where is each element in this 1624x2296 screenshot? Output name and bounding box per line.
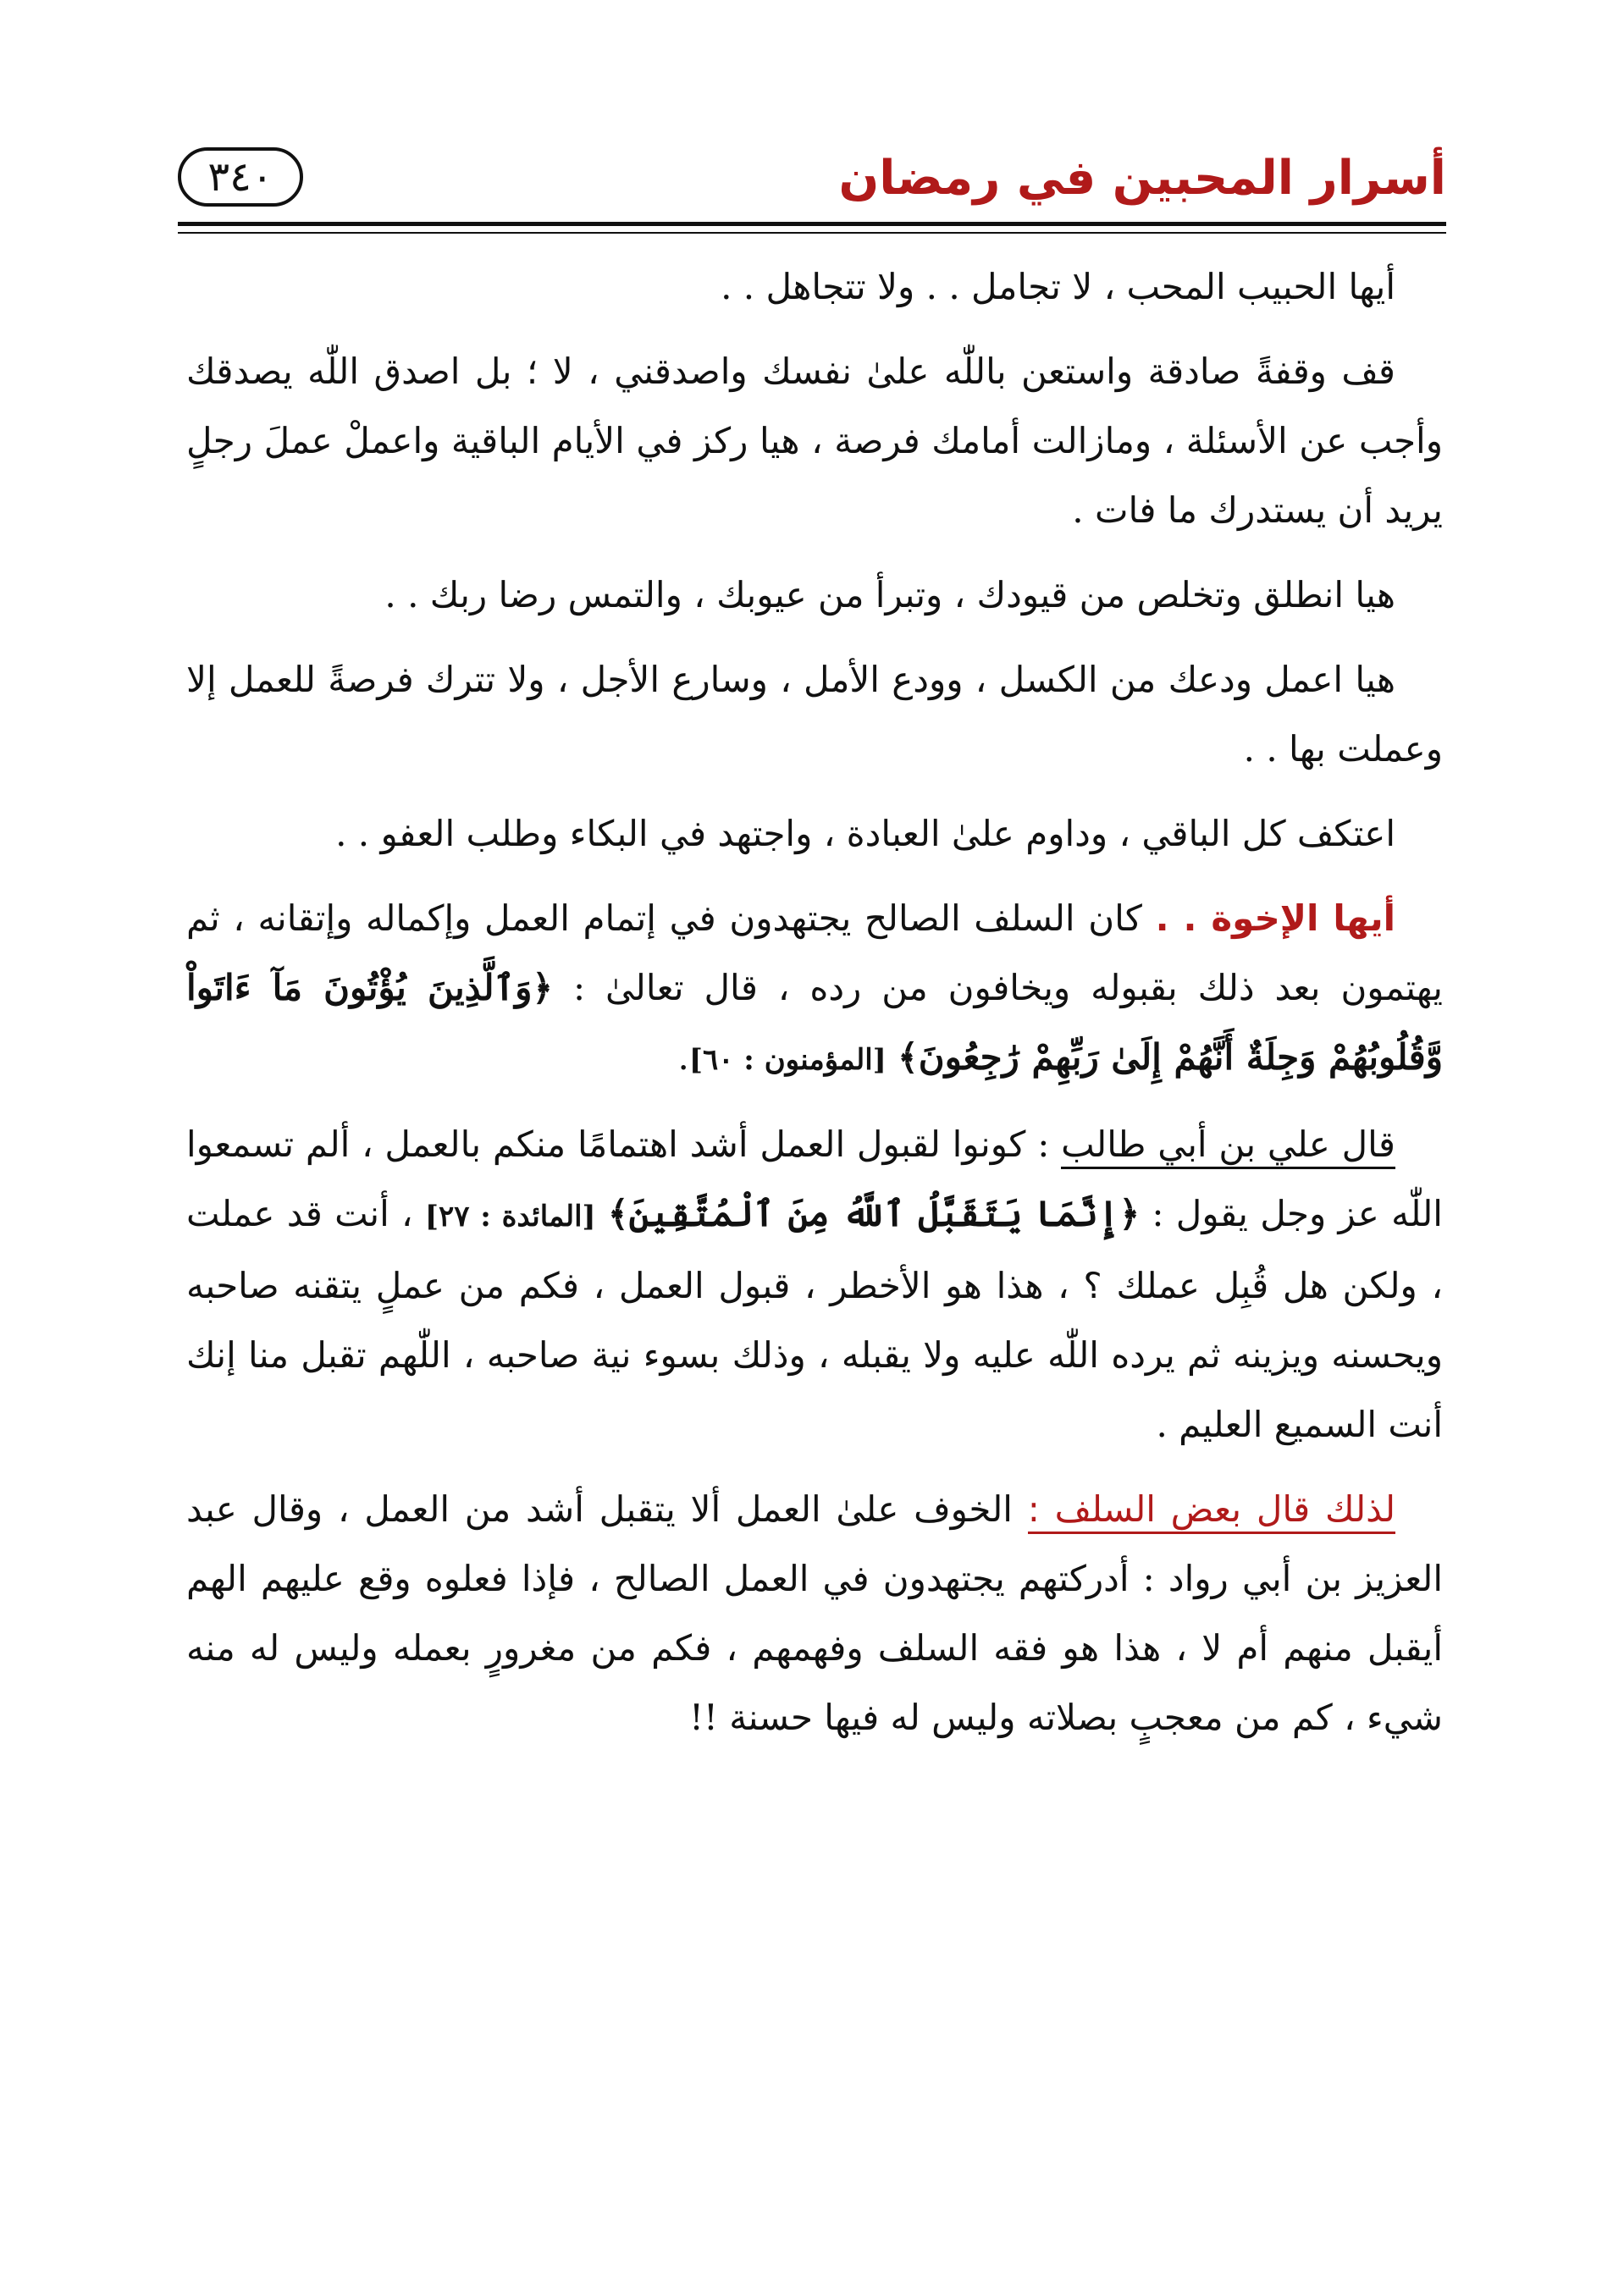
paragraph-4: هيا اعمل ودعك من الكسل ، وودع الأمل ، وسارع الأجل ، ولا تترك فرصةً للعمل إلا وعملت بها . .	[186, 659, 1443, 770]
paragraph-5: اعتكف كل الباقي ، وداوم علىٰ العبادة ، واجتهد في البكاء وطلب العفو . .	[335, 813, 1395, 854]
paragraph-6-lead: أيها الإخوة . .	[1155, 897, 1396, 939]
quote-attribution-salaf: لذلك قال بعض السلف :	[1028, 1488, 1395, 1534]
paragraph-8	[186, 1475, 1443, 1752]
header-rule-thick	[178, 222, 1446, 226]
paragraph-7-text-2: ، أنت قد عملت ، ولكن هل قُبِل عملك ؟ ، هذا هو الأخطر ، قبول العمل ، فكم من عملٍ يتقنه صاحبه ويحسنه ويزينه ثم يرده اللّٰه عليه ولا يقبله ، وذلك بسوء نية صاحبه ، اللّٰهم تقبل منا إنك أنت السميع العليم .	[186, 1193, 1443, 1445]
paragraph-6-text: كان السلف الصالح يجتهدون في إتمام العمل وإكماله وإتقانه ، ثم يهتمون بعد ذلك بقبوله ويخافون من رده ، قال تعالىٰ :	[186, 897, 1443, 1008]
quran-verse-muminun: ﴿وَٱلَّذِينَ يُؤْتُونَ مَآ ءَاتَواْ وَّقُلُوبُهُمْ وَجِلَةٌ أَنَّهُمْ إِلَىٰ رَبِّهِمْ رَٰجِعُونَ﴾	[186, 967, 1443, 1078]
paragraph-6-end: .	[677, 1036, 689, 1078]
verse-reference-maidah: [المائدة : ٢٧]	[424, 1200, 596, 1234]
page-header	[178, 144, 1446, 229]
paragraph-8-text: الخوف علىٰ العمل ألا يتقبل أشد من العمل ، وقال عبد العزيز بن أبي رواد : أدركتهم يجتهدون في العمل الصالح ، فإذا فعلوه وقع عليهم الهم أيقبل منهم أم لا ، هذا هو فقه السلف وفهمهم ، فكم من مغرورٍ بعمله وليس له منه شيء ، كم من معجبٍ بصلاته وليس له فيها حسنة !!	[186, 1488, 1443, 1738]
paragraph-3: هيا انطلق وتخلص من قيودك ، وتبرأ من عيوبك ، والتمس رضا ربك . .	[384, 574, 1395, 615]
verse-reference-muminun: [المؤمنون : ٦٠]	[688, 1043, 887, 1077]
page-number-badge: ٣٤٠	[178, 147, 303, 207]
header-rule-thin	[178, 232, 1446, 234]
quote-attribution-ali: قال علي بن أبي طالب	[1061, 1123, 1395, 1169]
paragraph-1: أيها الحبيب المحب ، لا تجامل . . ولا تتجاهل . .	[721, 266, 1395, 307]
book-title: أسرار المحبين في رمضان	[838, 151, 1446, 206]
paragraph-7	[186, 1110, 1443, 1460]
paragraph-2: قف وقفةً صادقة واستعن باللّٰه علىٰ نفسك واصدقني ، لا ؛ بل اصدق اللّٰه يصدقك وأجب عن الأسئلة ، ومازالت أمامك فرصة ، هيا ركز في الأيام الباقية واعملْ عملَ رجلٍ يريد أن يستدرك ما فات .	[186, 350, 1443, 531]
paragraph-7-text-1: : كونوا لقبول العمل أشد اهتمامًا منكم بالعمل ، ألم تسمعوا اللّٰه عز وجل يقول :	[186, 1123, 1443, 1234]
page-body	[186, 252, 1443, 1768]
quran-verse-maidah: ﴿إِنَّمَا يَتَقَبَّلُ ٱللَّهُ مِنَ ٱلْمُتَّقِينَ﴾	[607, 1193, 1141, 1234]
paragraph-6	[186, 884, 1443, 1095]
